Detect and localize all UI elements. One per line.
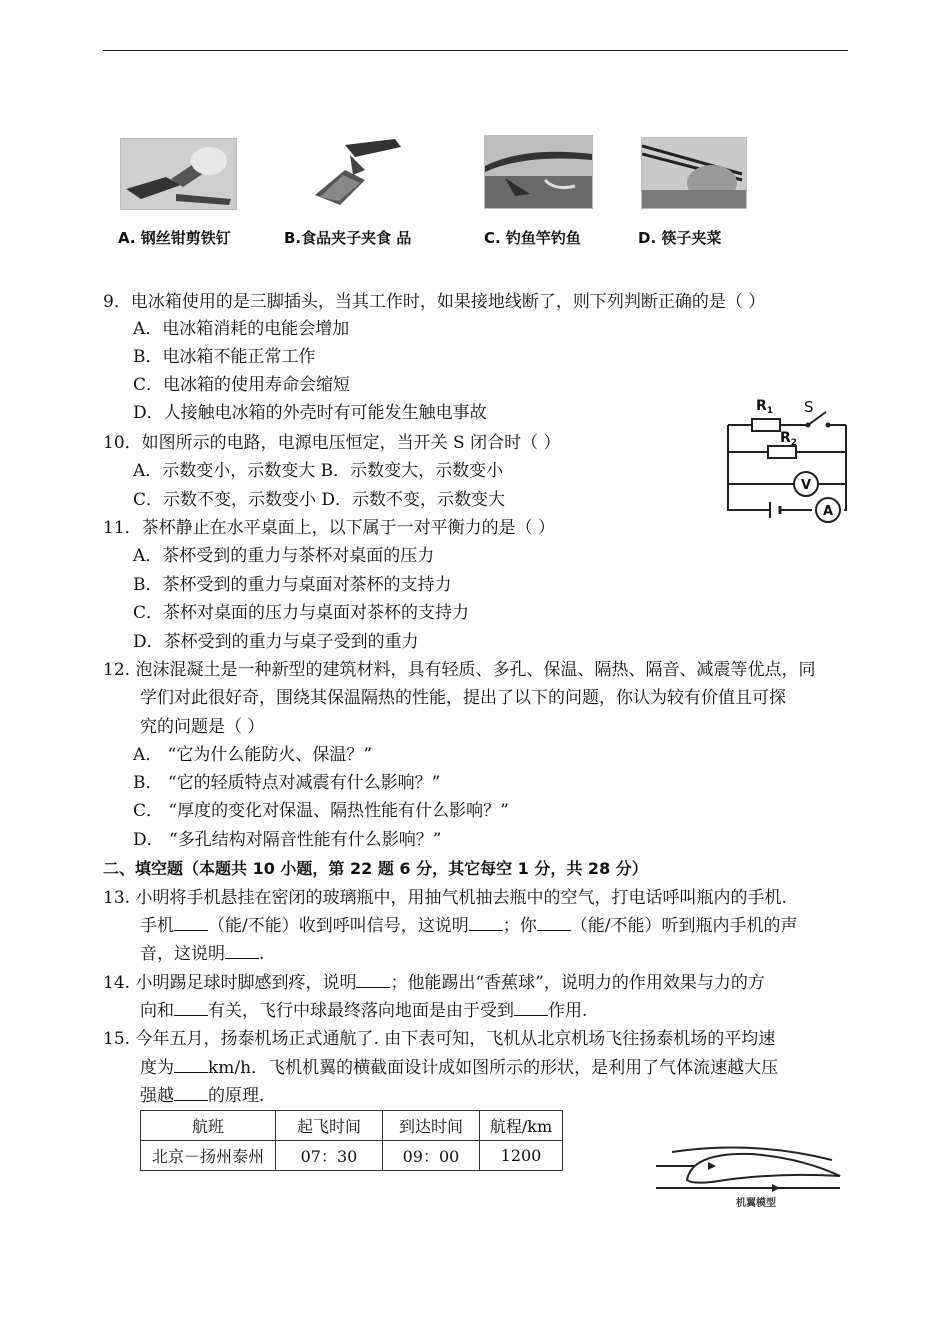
table-cell: 北京－扬州泰州 (141, 1141, 276, 1171)
q14-blank-1[interactable] (356, 971, 390, 988)
q9-option-b: B．电冰箱不能正常工作 (133, 347, 316, 367)
q15-line1: 15. 今年五月，扬泰机场正式通航了. 由下表可知，飞机从北京机场飞往扬泰机场的平均速 (103, 1029, 776, 1049)
q12-option-d: D． “多孔结构对隔音性能有什么影响？” (133, 830, 442, 850)
q10-stem: 10．如图所示的电路，电源电压恒定，当开关 S 闭合时（ ） (103, 433, 561, 453)
wing-model-diagram (652, 1142, 852, 1212)
option-b-caption: B.食品夹子夹食 品 (284, 229, 412, 247)
q9-option-d: D．人接触电冰箱的外壳时有可能发生触电事故 (133, 403, 487, 423)
q14-blank-3[interactable] (514, 999, 548, 1016)
option-a-caption: A. 钢丝钳剪铁钉 (118, 229, 231, 247)
table-header-cell: 航程/km (480, 1111, 563, 1141)
q9-option-a: A．电冰箱消耗的电能会增加 (133, 319, 350, 339)
table-cell: 1200 (480, 1141, 563, 1171)
q15-line3: 强越 的原理. (140, 1086, 265, 1106)
table-header-cell: 到达时间 (383, 1111, 480, 1141)
q10-circuit-diagram (722, 390, 852, 525)
q12-stem-line2: 学们对此很好奇，围绕其保温隔热的性能，提出了以下的问题，你认为较有价值且可探 (140, 688, 786, 708)
q14-line1: 14. 小明踢足球时脚感到疼，说明 ；他能踢出“香蕉球”，说明力的作用效果与力的方 (103, 973, 765, 993)
q12-stem-line3: 究的问题是（ ） (140, 717, 265, 737)
q12-option-b: B． “它的轻质特点对减震有什么影响？” (133, 773, 441, 793)
ammeter-label: A (822, 504, 834, 519)
table-header-cell: 起飞时间 (276, 1111, 383, 1141)
q15-blank-2[interactable] (174, 1084, 208, 1101)
q11-option-a: A．茶杯受到的重力与茶杯对桌面的压力 (133, 546, 435, 566)
q9-stem: 9．电冰箱使用的是三脚插头，当其工作时，如果接地线断了，则下列判断正确的是（ ） (103, 292, 766, 312)
q11-option-c: C．茶杯对桌面的压力与桌面对茶杯的支持力 (133, 603, 470, 623)
q14-blank-2[interactable] (174, 999, 208, 1016)
table-row (141, 1141, 563, 1171)
q10-options-row2: C．示数不变，示数变小 D．示数不变，示数变大 (133, 490, 506, 510)
wing-caption: 机翼模型 (736, 1198, 776, 1209)
header-rule (103, 50, 848, 51)
r2-label: $R_2$ (780, 430, 798, 448)
q13-blank-1[interactable] (174, 914, 208, 931)
q13-blank-2[interactable] (469, 914, 503, 931)
q14-line2: 向和 有关，飞行中球最终落向地面是由于受到 作用. (140, 1001, 588, 1021)
table-header-cell: 航班 (141, 1111, 276, 1141)
q15-line2: 度为 km/h．飞机机翼的横截面设计成如图所示的形状，是利用了气体流速越大压 (140, 1058, 779, 1078)
q12-option-c: C． “厚度的变化对保温、隔热性能有什么影响？” (133, 801, 509, 821)
q12-option-a: A． “它为什么能防火、保温？” (133, 745, 373, 765)
q13-line2: 手机 （能/不能）收到呼叫信号，这说明 ；你 （能/不能）听到瓶内手机的声 (140, 916, 798, 936)
option-a-photo (120, 138, 237, 210)
table-header-row (141, 1111, 563, 1141)
r1-label: $R_1$ (756, 398, 774, 416)
q12-stem-line1: 12. 泡沫混凝土是一种新型的建筑材料，具有轻质、多孔、保温、隔热、隔音、减震等优点，同 (103, 660, 816, 680)
table-cell: 07：30 (276, 1141, 383, 1171)
q15-blank-1[interactable] (174, 1056, 208, 1073)
q13-line3: 音，这说明 . (140, 944, 265, 964)
q9-option-c: C．电冰箱的使用寿命会缩短 (133, 375, 351, 395)
option-c-caption: C. 钓鱼竿钓鱼 (484, 229, 581, 247)
option-c-photo (484, 135, 593, 209)
q11-stem: 11．茶杯静止在水平桌面上，以下属于一对平衡力的是（ ） (103, 518, 556, 538)
switch-label: S (804, 398, 814, 416)
q11-option-b: B．茶杯受到的重力与桌面对茶杯的支持力 (133, 575, 452, 595)
q11-option-d: D．茶杯受到的重力与桌子受到的重力 (133, 632, 419, 652)
table-cell: 09：00 (383, 1141, 480, 1171)
q13-blank-3[interactable] (537, 914, 571, 931)
q13-blank-4[interactable] (225, 942, 259, 959)
option-d-caption: D. 筷子夹菜 (638, 229, 722, 247)
section-2-heading: 二、填空题（本题共 10 小题，第 22 题 6 分，其它每空 1 分，共 28 分） (103, 859, 648, 878)
option-b-photo (305, 135, 413, 207)
flight-table (140, 1110, 563, 1171)
voltmeter-label: V (800, 478, 812, 493)
q10-options-row1: A．示数变小，示数变大 B．示数变大，示数变小 (133, 461, 504, 481)
option-d-photo (641, 137, 747, 209)
q13-line1: 13. 小明将手机悬挂在密闭的玻璃瓶中，用抽气机抽去瓶中的空气，打电话呼叫瓶内的手机. (103, 888, 787, 908)
